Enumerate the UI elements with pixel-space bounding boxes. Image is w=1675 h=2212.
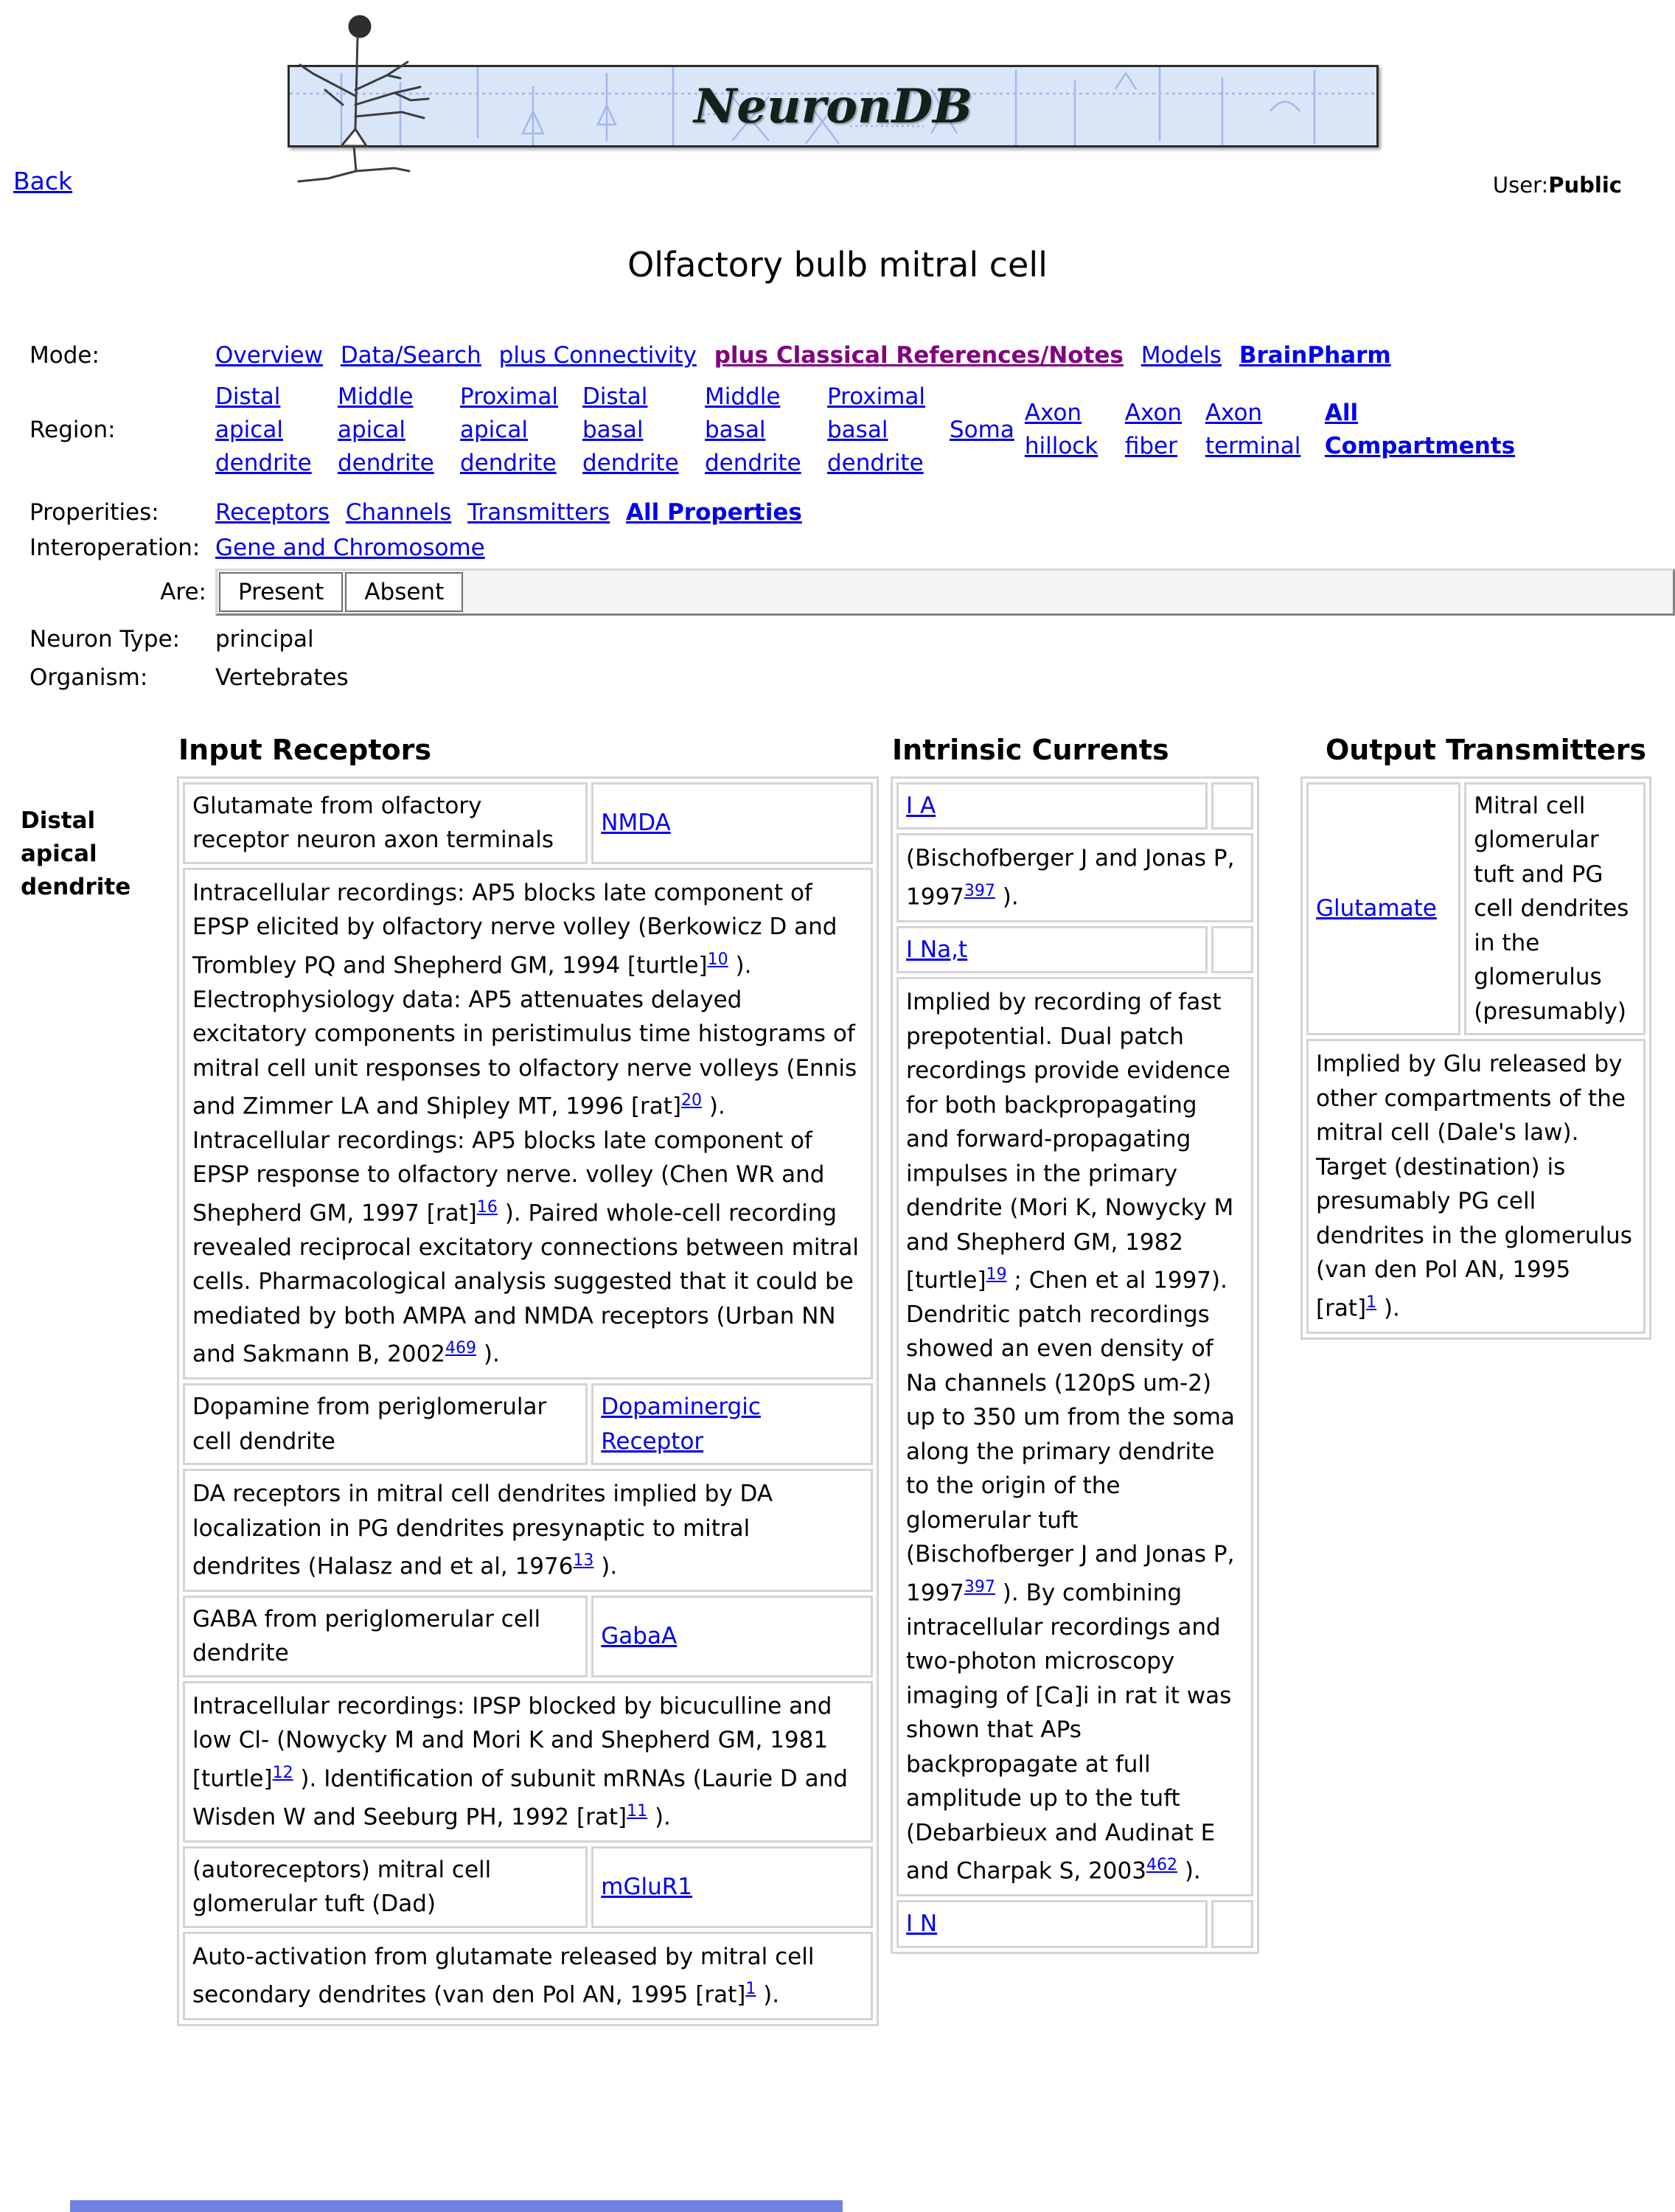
table-row xyxy=(183,1846,873,1928)
region-link-distal-basal-dendrite[interactable]: Distal basal dendrite xyxy=(582,383,679,476)
intrinsic-currents-column xyxy=(891,734,1259,1954)
reference-link[interactable]: 1 xyxy=(1366,1293,1377,1312)
table-row xyxy=(183,1383,873,1465)
receptor-description-gabaa: Intracellular recordings: IPSP blocked by bicuculline and low Cl- (Nowycky M and Mori K and Shepherd GM, 1981 [turtle]$^{12}$ ). Identification of subunit mRNAs (Laurie D and Wisden W and Seeburg PH, 1992 [rat]$^{11}$ ). xyxy=(183,1681,873,1843)
output-transmitters-heading: Output Transmitters xyxy=(1326,733,1647,766)
mode-link-plus-connectivity[interactable]: plus Connectivity xyxy=(498,342,697,369)
mode-link-data-search[interactable]: Data/Search xyxy=(340,342,481,369)
receptor-description-nmda: Intracellular recordings: AP5 blocks late component of EPSP elicited by olfactory nerve volley (Berkowicz D and Trombley PQ and Shepherd GM, 1994 [turtle]$^{10}$ ). Electrophysiology data: AP5 attenuates delayed excitatory components in peristimulus time histograms of mitral cell unit responses to olfactory nerve volleys (Ennis and Zimmer LA and Shipley MT, 1996 [rat]$^{20}$ ). Intracellular recordings: AP5 blocks late component of EPSP response to olfactory nerve. volley (Chen WR and Shepherd GM, 1997 [rat]$^{16}$ ). Paired whole-cell recording revealed reciprocal excitatory connections between mitral cells. Pharmacological analysis suggested that it could be mediated by both AMPA and NMDA receptors (Urban NN and Sakmann B, 2002$^{469}$ ). xyxy=(183,868,873,1380)
region-link-distal-apical-dendrite[interactable]: Distal apical dendrite xyxy=(215,383,312,476)
table-row xyxy=(183,1932,873,2020)
region-row xyxy=(29,380,1675,480)
compartment-label: Distal apical dendrite xyxy=(21,807,131,900)
interoperation-label: Interoperation: xyxy=(29,534,201,561)
empty-cell xyxy=(1211,782,1253,830)
properties-columns xyxy=(21,734,1675,2026)
table-row xyxy=(896,977,1253,1896)
page-title: Olfactory bulb mitral cell xyxy=(627,245,1048,285)
region-link-middle-apical-dendrite[interactable]: Middle apical dendrite xyxy=(338,383,434,476)
reference-link[interactable]: 397 xyxy=(964,881,995,900)
present-button[interactable]: Present xyxy=(219,572,343,612)
back-link[interactable]: Back xyxy=(13,167,73,195)
user-label: User: xyxy=(1492,173,1549,198)
table-row xyxy=(1306,782,1646,1036)
properties-row xyxy=(29,499,1675,526)
reference-link[interactable]: 20 xyxy=(681,1091,703,1110)
current-link-i-a[interactable]: I A xyxy=(906,792,936,819)
table-row xyxy=(896,782,1253,830)
current-description-i-na-t: Implied by recording of fast prepotential. Dual patch recordings provide evidence for both backpropagating and forward-propagating impulses in the primary dendrite (Mori K, Nowycky M and Shepherd GM, 1982 [turtle]$^{19}$ ; Chen et al 1997). Dendritic patch recordings showed an even density of Na channels (120pS um-2) up to 350 um from the soma along the primary dendrite to the origin of the glomerular tuft (Bischofberger J and Jonas P, 1997$^{397}$ ). By combining intracellular recordings and two-photon microscopy imaging of [Ca]i in rat it was shown that APs backpropagate at full amplitude up to the tuft (Debarbieux and Audinat E and Charpak S, 2003$^{462}$ ). xyxy=(896,977,1253,1896)
reference-link[interactable]: 397 xyxy=(964,1577,995,1596)
footer-bar-partial xyxy=(70,2200,843,2212)
empty-cell xyxy=(1211,926,1253,974)
table-row xyxy=(1306,1039,1646,1333)
mode-link-plus-classical-references[interactable]: plus Classical References/Notes xyxy=(714,342,1124,369)
reference-link[interactable]: 13 xyxy=(573,1551,594,1571)
region-link-middle-basal-dendrite[interactable]: Middle basal dendrite xyxy=(705,383,801,476)
table-row xyxy=(183,1681,873,1843)
output-transmitters-table xyxy=(1300,776,1651,1340)
empty-cell xyxy=(1211,1900,1253,1948)
table-row xyxy=(896,833,1253,922)
are-row xyxy=(29,568,1675,616)
region-label: Region: xyxy=(29,417,116,444)
user-value: Public xyxy=(1548,173,1622,198)
table-row xyxy=(183,868,873,1380)
reference-link[interactable]: 10 xyxy=(707,950,728,969)
reference-link[interactable]: 16 xyxy=(476,1197,498,1217)
input-receptors-table xyxy=(177,776,879,2026)
user-indicator xyxy=(1493,173,1622,198)
organism-label: Organism: xyxy=(29,664,148,691)
region-link-all-compartments[interactable]: All Compartments xyxy=(1324,400,1516,460)
receptor-link-mglur1[interactable]: mGluR1 xyxy=(601,1873,693,1900)
neuron-type-row xyxy=(29,626,1675,653)
receptor-link-dopaminergic-receptor[interactable]: Dopaminergic Receptor xyxy=(601,1394,761,1455)
receptor-source-dopamine: Dopamine from periglomerular cell dendrite xyxy=(183,1383,588,1465)
neuron-sketch-icon xyxy=(284,7,457,192)
properties-link-all-properties[interactable]: All Properties xyxy=(626,498,802,526)
receptor-link-nmda[interactable]: NMDA xyxy=(601,810,671,837)
reference-link[interactable]: 462 xyxy=(1146,1856,1177,1875)
current-description-i-a: (Bischofberger J and Jonas P, 1997$^{397}$ ). xyxy=(896,833,1253,922)
receptor-description-dopaminergic: DA receptors in mitral cell dendrites implied by DA localization in PG dendrites presynaptic to mitral dendrites (Halasz and et al, 1976$^{13}$ ). xyxy=(183,1469,873,1592)
current-link-i-na-t[interactable]: I Na,t xyxy=(906,936,968,963)
table-row xyxy=(183,1596,873,1677)
are-label: Are: xyxy=(160,578,206,605)
table-row xyxy=(183,1469,873,1592)
neuron-type-label: Neuron Type: xyxy=(29,625,181,653)
interoperation-row xyxy=(29,535,1675,561)
intrinsic-currents-heading: Intrinsic Currents xyxy=(892,733,1169,766)
table-row xyxy=(183,782,873,864)
receptor-source-glutamate: Glutamate from olfactory receptor neuron axon terminals xyxy=(183,782,588,864)
reference-link[interactable]: 1 xyxy=(745,1980,756,1999)
mode-link-brainpharm[interactable]: BrainPharm xyxy=(1239,342,1391,369)
receptor-link-gabaa[interactable]: GabaA xyxy=(601,1623,678,1650)
region-link-proximal-basal-dendrite[interactable]: Proximal basal dendrite xyxy=(827,383,925,476)
organism-value: Vertebrates xyxy=(215,664,349,691)
reference-link[interactable]: 19 xyxy=(986,1265,1007,1284)
mode-label: Mode: xyxy=(29,342,100,369)
input-receptors-column xyxy=(177,734,879,2026)
neuron-type-value: principal xyxy=(215,625,314,653)
meta-panel xyxy=(29,342,1675,691)
interoperation-link-gene-and-chromosome[interactable]: Gene and Chromosome xyxy=(215,534,485,561)
properties-link-receptors[interactable]: Receptors xyxy=(215,498,330,526)
region-link-axon-hillock[interactable]: Axon hillock xyxy=(1024,400,1098,460)
transmitter-target: Mitral cell glomerular tuft and PG cell dendrites in the glomerulus (presumably) xyxy=(1464,782,1646,1036)
region-link-soma[interactable]: Soma xyxy=(950,416,1014,443)
output-transmitters-column xyxy=(1300,734,1651,1340)
region-link-proximal-apical-dendrite[interactable]: Proximal apical dendrite xyxy=(460,383,558,476)
neurondb-logo-text: NeuronDB xyxy=(693,78,973,134)
current-link-i-n[interactable]: I N xyxy=(906,1910,938,1938)
mode-link-models[interactable]: Models xyxy=(1141,342,1222,369)
receptor-description-mglur1: Auto-activation from glutamate released by mitral cell secondary dendrites (van den Pol AN, 1995 [rat]$^1$ ). xyxy=(183,1932,873,2020)
receptor-source-autoreceptors: (autoreceptors) mitral cell glomerular tuft (Dad) xyxy=(183,1846,588,1928)
reference-link[interactable]: 469 xyxy=(445,1339,477,1358)
reference-link[interactable]: 11 xyxy=(627,1801,648,1820)
reference-link[interactable]: 12 xyxy=(272,1763,293,1782)
table-row xyxy=(896,926,1253,974)
properties-link-transmitters[interactable]: Transmitters xyxy=(467,498,610,526)
organism-row xyxy=(29,664,1675,691)
region-link-axon-terminal[interactable]: Axon terminal xyxy=(1205,400,1301,460)
intrinsic-currents-table xyxy=(891,776,1259,1954)
absent-button[interactable]: Absent xyxy=(345,572,463,612)
properties-link-channels[interactable]: Channels xyxy=(345,498,452,526)
mode-row xyxy=(29,342,1675,369)
transmitter-description-glutamate: Implied by Glu released by other compartments of the mitral cell (Dale's law). Target (destination) is presumably PG cell dendrites in the glomerulus (van den Pol AN, 1995 [rat]$^1$ ). xyxy=(1306,1039,1646,1333)
table-row xyxy=(896,1900,1253,1948)
input-receptors-heading: Input Receptors xyxy=(178,733,432,766)
properties-label: Properities: xyxy=(29,498,159,526)
transmitter-link-glutamate[interactable]: Glutamate xyxy=(1316,895,1437,922)
present-absent-button-group xyxy=(215,568,1675,616)
mode-link-overview[interactable]: Overview xyxy=(215,342,323,369)
region-link-axon-fiber[interactable]: Axon fiber xyxy=(1124,400,1183,460)
receptor-source-gaba: GABA from periglomerular cell dendrite xyxy=(183,1596,588,1677)
